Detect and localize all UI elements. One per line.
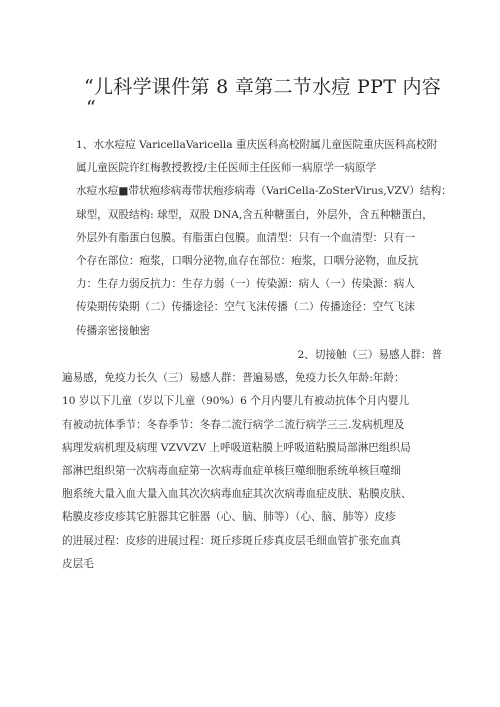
text-line: 球型，双股结构: 球型，双股 DNA,含五种糖蛋白，外层外，含五种糖蛋白， xyxy=(76,208,433,221)
text-line: 传播亲密接触密 xyxy=(76,324,151,337)
paragraph-2 xyxy=(62,344,442,576)
paragraph-1 xyxy=(62,134,452,343)
text-line: 有被动抗体季节：冬春季节：冬春二流行病学二流行病学三三.发病机理及 xyxy=(62,418,405,431)
text-line: 皮层毛 xyxy=(62,557,94,570)
text-line: 力：生存力弱反抗力：生存力弱（一）传染源：病人（一）传染源：病人 xyxy=(76,278,415,291)
text-line: 遍易感，免疫力长久（三）易感人群：普遍易感，免疫力长久年龄:年龄： xyxy=(62,372,405,385)
text-line: 外层外有脂蛋白包膜。有脂蛋白包膜。血清型：只有一个血清型：只有一 xyxy=(76,231,415,244)
text-line: 传染期传染期（二）传播途径：空气飞沫传播（二）传播途径：空气飞沫 xyxy=(76,301,415,314)
text-line: 水痘水痘■带状疱疹病毒带状疱疹病毒（VariCella-ZoSterVirus,VZV）结构： xyxy=(76,185,452,198)
document-title: “儿科学课件第 8 章第二节水痘 PPT 内容 xyxy=(84,76,442,98)
text-line: 胞系统大量入血大量入血其次次病毒血症其次次病毒血症皮肤、粘膜皮肤、 xyxy=(62,488,412,501)
text-line: 粘膜皮疹皮疹其它脏器其它脏器（心、脑、肺等）（心、脑、肺等）皮疹 xyxy=(62,511,396,524)
text-line: 1、水水痘痘 VaricellaVaricella 重庆医科高校附属儿童医院重庆医科高校附 xyxy=(76,139,438,151)
text-line: 部淋巴组织第一次病毒血症第一次病毒血症单核巨噬细胞系统单核巨噬细 xyxy=(62,465,401,478)
text-line: 病理发病机理及病理 VZVVZV 上呼吸道粘膜上呼吸道粘膜局部淋巴组织局 xyxy=(62,441,411,454)
text-line: 的进展过程：皮疹的进展过程：斑丘疹斑丘疹真皮层毛细血管扩张充血真 xyxy=(62,534,401,547)
text-line: 2、切接触（三）易感人群：普 xyxy=(297,349,442,361)
text-line: 个存在部位：疱浆，口咽分泌物,血存在部位：疱浆，口咽分泌物，血反抗 xyxy=(76,255,419,268)
text-line: 10 岁以下儿童（岁以下儿童（90%）6 个月内婴儿有被动抗体个月内婴儿 xyxy=(62,395,410,408)
text-line: 属儿童医院许红梅教授教授/主任医师主任医师一病原学一病原学 xyxy=(76,162,377,175)
title-closing-quote: “ xyxy=(86,97,96,119)
